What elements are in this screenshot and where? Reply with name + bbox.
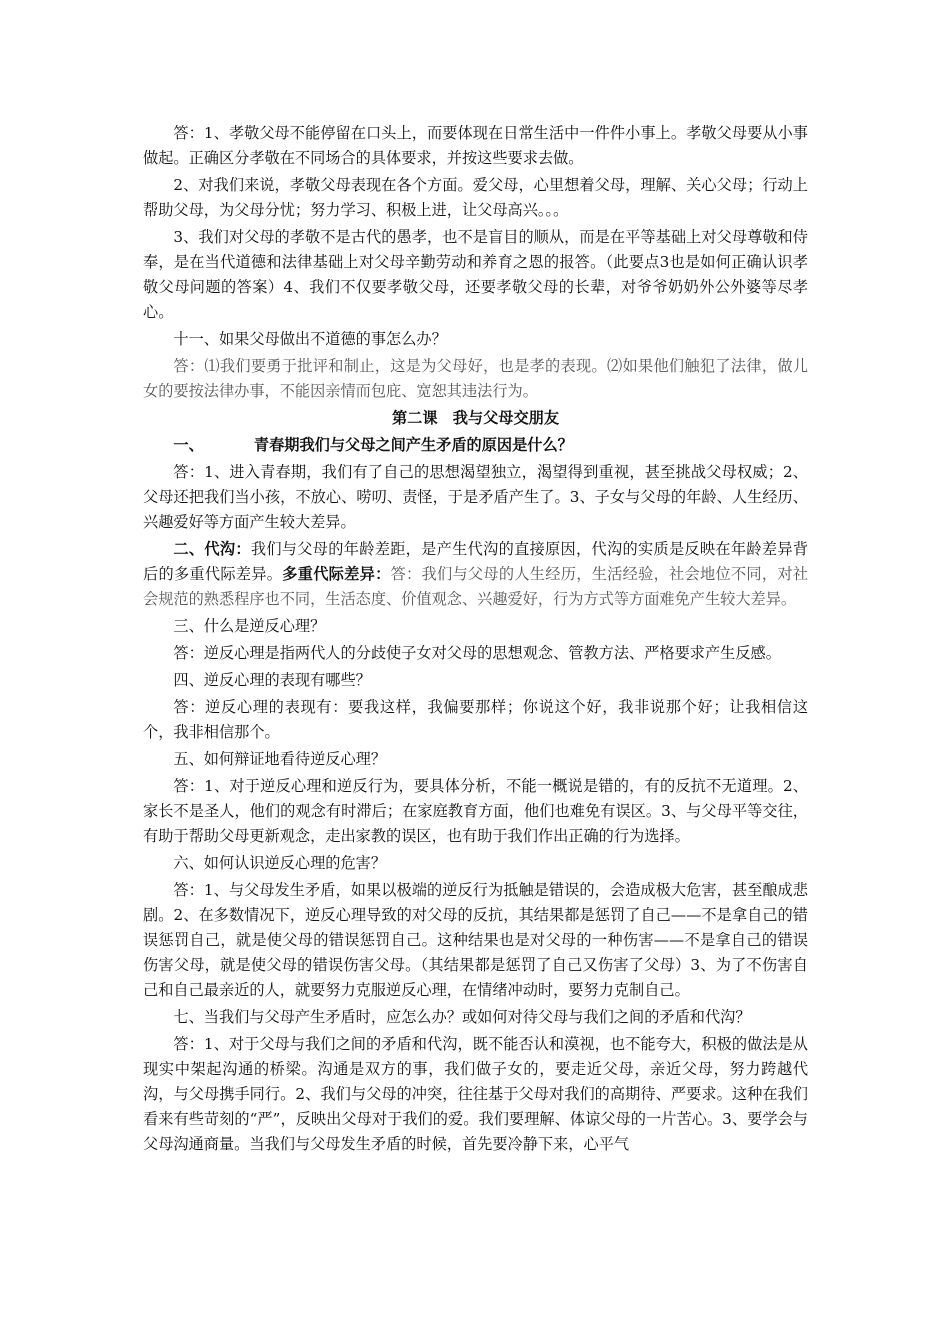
answer-5: 答：1、对于逆反心理和逆反行为，要具体分析，不能一概说是错的，有的反抗不无道理。2、家长不是圣人，他们的观念有时滞后；在家庭教育方面，他们也难免有误区。3、与父母平等交往，有助于帮助父母更新观念，走出家教的误区，也有助于我们作出正确的行为选择。 bbox=[143, 777, 808, 845]
answer-6: 答：1、与父母发生矛盾，如果以极端的逆反行为抵触是错误的，会造成极大危害，甚至酿成悲剧。2、在多数情况下，逆反心理导致的对父母的反抗，其结果都是惩罚了自己——不是拿自己的错误惩罚自己，就是使父母的错误惩罚自己。这种结果也是对父母的一种伤害——不是拿自己的错误伤害父母，就是使父母的错误伤害父母。（其结果都是惩罚了自己又伤害了父母）3、为了不伤害自己和自己最亲近的人，就要努力克服逆反心理，在情绪冲动时，要努力克制自己。 bbox=[143, 881, 808, 999]
generation-gap-text: 我们与父母的年龄差距，是产生代沟的直接原因，代沟的实质是反映在年龄差异背后的多重代际差异。 bbox=[143, 540, 809, 583]
question-1-number: 一、 bbox=[173, 436, 204, 454]
document-body bbox=[143, 121, 808, 1157]
question-1 bbox=[143, 433, 808, 458]
lesson-title: 第二课 我与父母交朋友 bbox=[391, 409, 560, 427]
answer-paragraph-1: 答：1、孝敬父母不能停留在口头上，而要体现在日常生活中一件件小事上。孝敬父母要从小事做起。正确区分孝敬在不同场合的具体要求，并按这些要求去做。 bbox=[143, 124, 808, 167]
question-3: 三、什么是逆反心理？ bbox=[173, 617, 326, 635]
answer-1: 答：1、进入青春期，我们有了自己的思想渴望独立，渴望得到重视，甚至挑战父母权威；2、父母还把我们当小孩，不放心、唠叨、责怪，于是矛盾产生了。3、子女与父母的年龄、人生经历、兴趣爱好等方面产生较大差异。 bbox=[143, 463, 808, 531]
question-7: 七、当我们与父母产生矛盾时，应怎么办？或如何对待父母与我们之间的矛盾和代沟？ bbox=[173, 1008, 751, 1026]
question-6: 六、如何认识逆反心理的危害？ bbox=[173, 854, 387, 872]
generation-gap-term: 二、代沟： bbox=[173, 540, 251, 558]
question-11: 十一、如果父母做出不道德的事怎么办？ bbox=[173, 330, 447, 348]
question-1-text: 青春期我们与父母之间产生矛盾的原因是什么？ bbox=[253, 436, 573, 454]
answer-paragraph-2: 2、对我们来说，孝敬父母表现在各个方面。爱父母，心里想着父母，理解、关心父母；行动上帮助父母，为父母分忧；努力学习、积极上进，让父母高兴。。。 bbox=[143, 176, 808, 219]
multiple-difference-text: 答：我们与父母的人生经历，生活经验，社会地位不同，对社会规范的熟悉程序也不同，生活态度、价值观念、兴趣爱好，行为方式等方面难免产生较大差异。 bbox=[143, 565, 809, 608]
answer-paragraph-3: 3、我们对父母的孝敬不是古代的愚孝，也不是盲目的顺从，而是在平等基础上对父母尊敬和侍奉，是在当代道德和法律基础上对父母辛勤劳动和养育之恩的报答。（此要点3也是如何正确认识孝敬父母问题的答案）4、我们不仅要孝敬父母，还要孝敬父母的长辈，对爷爷奶奶外公外婆等尽孝心。 bbox=[143, 228, 808, 321]
multiple-difference-term: 多重代际差异： bbox=[282, 565, 391, 583]
generation-gap-paragraph bbox=[143, 537, 808, 612]
answer-4: 答：逆反心理的表现有：要我这样，我偏要那样；你说这个好，我非说那个好；让我相信这个，我非相信那个。 bbox=[143, 698, 808, 741]
answer-7: 答：1、对于父母与我们之间的矛盾和代沟，既不能否认和漠视，也不能夸大，积极的做法是从现实中架起沟通的桥梁。沟通是双方的事，我们做子女的，要走近父母，亲近父母，努力跨越代沟，与父母携手同行。2、我们与父母的冲突，往往基于父母对我们的高期待、严要求。这种在我们看来有些苛刻的“严”，反映出父母对于我们的爱。我们要理解、体谅父母的一片苦心。3、要学会与父母沟通商量。当我们与父母发生矛盾的时候，首先要冷静下来，心平气 bbox=[143, 1035, 808, 1153]
question-5: 五、如何辩证地看待逆反心理？ bbox=[173, 750, 387, 768]
question-4: 四、逆反心理的表现有哪些？ bbox=[173, 671, 371, 689]
answer-3: 答：逆反心理是指两代人的分歧使子女对父母的思想观念、管教方法、严格要求产生反感。 bbox=[173, 644, 781, 662]
answer-11: 答：⑴我们要勇于批评和制止，这是为父母好，也是孝的表现。⑵如果他们触犯了法律，做儿女的要按法律办事，不能因亲情而包庇、宽恕其违法行为。 bbox=[143, 357, 808, 400]
